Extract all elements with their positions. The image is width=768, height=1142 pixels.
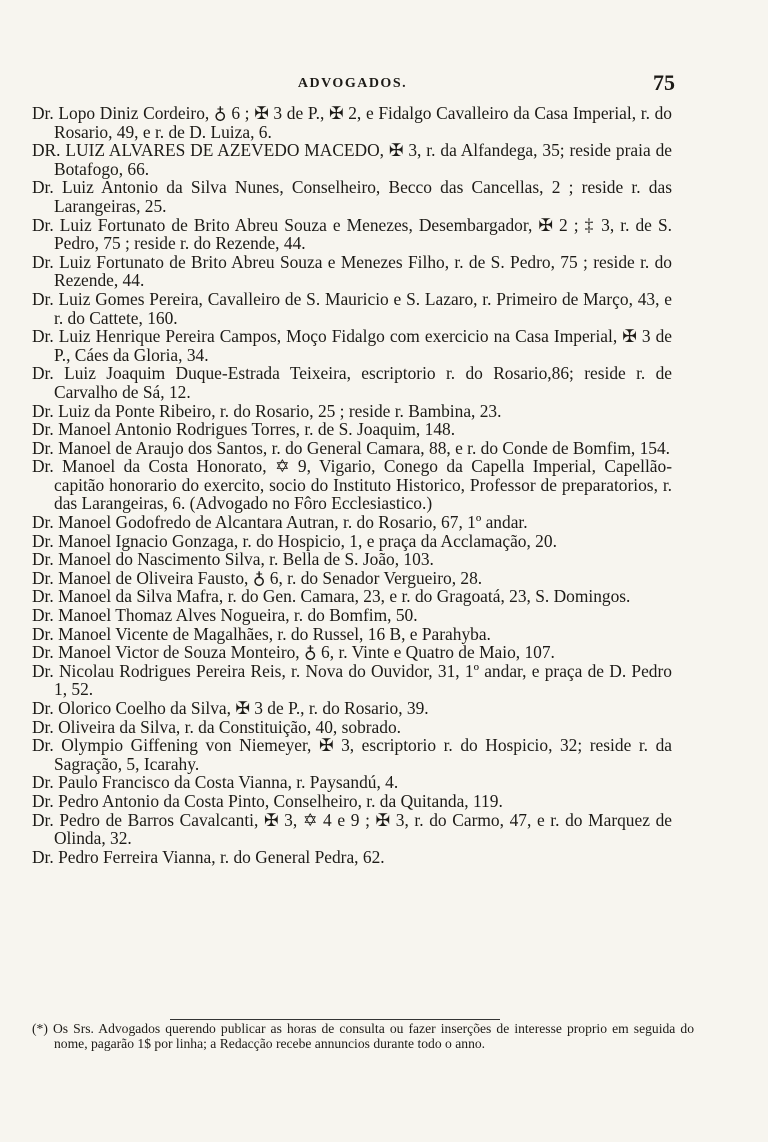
list-item: Dr. Pedro Antonio da Costa Pinto, Conselheiro, r. da Quitanda, 119. (32, 790, 503, 811)
footnote-divider (170, 1019, 500, 1020)
page-header (30, 70, 675, 98)
list-item: Dr. Luiz Joaquim Duque-Estrada Teixeira, escriptorio r. do Rosario,86; reside r. de Carvalho de Sá, 12. (32, 363, 672, 402)
list-item: Dr. Manoel Victor de Souza Monteiro, ♁ 6, r. Vinte e Quatro de Maio, 107. (32, 642, 555, 663)
list-item: Dr. Manoel Antonio Rodrigues Torres, r. de S. Joaquim, 148. (32, 419, 456, 440)
list-item: Dr. Manoel de Oliveira Fausto, ♁ 6, r. do Senador Vergueiro, 28. (32, 567, 483, 588)
list-item: Dr. Nicolau Rodrigues Pereira Reis, r. Nova do Ouvidor, 31, 1º andar, e praça de D. Pedro 1, 52. (32, 660, 672, 700)
list-item: Dr. Manoel Thomaz Alves Nogueira, r. do Bomfim, 50. (32, 605, 418, 626)
list-item: DR. LUIZ ALVARES DE AZEVEDO MACEDO, ✠ 3, r. da Alfandega, 35; reside praia de Botafogo, 66. (32, 140, 672, 179)
list-item: Dr. Manoel Godofredo de Alcantara Autran, r. do Rosario, 67, 1º andar. (32, 512, 528, 533)
list-item: Dr. Luiz Fortunato de Brito Abreu Souza e Menezes, Desembargador, ✠ 2 ; ‡ 3, r. de S. Pedro, 75 ; reside r. do Rezende, 44. (32, 214, 672, 254)
footnote: (*) Os Srs. Advogados querendo publicar as horas de consulta ou fazer inserções de interesse proprio em seguida do nome, pagarão 1$ por linha; a Redacção recebe annuncios durante todo o anno. (32, 1021, 694, 1051)
list-item: Dr. Luiz da Ponte Ribeiro, r. do Rosario, 25 ; reside r. Bambina, 23. (32, 400, 502, 421)
list-item: Dr. Pedro de Barros Cavalcanti, ✠ 3, ✡ 4 e 9 ; ✠ 3, r. do Carmo, 47, e r. do Marquez de Olinda, 32. (32, 809, 672, 849)
list-item: Dr. Olorico Coelho da Silva, ✠ 3 de P., r. do Rosario, 39. (32, 698, 429, 718)
list-item: Dr. Luiz Gomes Pereira, Cavalleiro de S. Mauricio e S. Lazaro, r. Primeiro de Março, 43, e r. do Cattete, 160. (32, 288, 672, 328)
list-item: Dr. Lopo Diniz Cordeiro, ♁ 6 ; ✠ 3 de P., ✠ 2, e Fidalgo Cavalleiro da Casa Imperial, r. do Rosario, 49, e r. de D. Luiza, 6. (32, 103, 672, 142)
section-title: ADVOGADOS. (297, 76, 408, 91)
list-item: Dr. Manoel do Nascimento Silva, r. Bella de S. João, 103. (32, 549, 434, 570)
list-item: Dr. Luiz Antonio da Silva Nunes, Conselheiro, Becco das Cancellas, 2 ; reside r. das Larangeiras, 25. (32, 177, 672, 216)
list-item: Dr. Manoel Ignacio Gonzaga, r. do Hospicio, 1, e praça da Acclamação, 20. (32, 530, 557, 551)
page-number: 75 (653, 70, 675, 95)
list-item: Dr. Manoel de Araujo dos Santos, r. do General Camara, 88, e r. do Conde de Bomfim, 154. (32, 437, 671, 458)
list-item: Dr. Manoel Vicente de Magalhães, r. do Russel, 16 B, e Parahyba. (32, 623, 491, 644)
list-item: Dr. Manoel da Costa Honorato, ✡ 9, Vigario, Conego da Capella Imperial, Capellão-capitão honorario do exercito, socio do Instituto Historico, Professor de preparatorios, r. das Larangeiras, 6. (Advogado no Fôro Ecclesiastico.) (32, 456, 672, 514)
list-item: Dr. Olympio Giffening von Niemeyer, ✠ 3, escriptorio r. do Hospicio, 32; reside r. da Sagração, 5, Icarahy. (32, 735, 672, 774)
entry-list (32, 104, 672, 866)
list-item: Dr. Luiz Fortunato de Brito Abreu Souza e Menezes Filho, r. de S. Pedro, 75 ; reside r. do Rezende, 44. (32, 251, 672, 291)
list-item: Dr. Manoel da Silva Mafra, r. do Gen. Camara, 23, e r. do Gragoatá, 23, S. Domingos. (32, 586, 631, 607)
list-item: Dr. Pedro Ferreira Vianna, r. do General Pedra, 62. (32, 846, 385, 867)
list-item: Dr. Paulo Francisco da Costa Vianna, r. Paysandú, 4. (32, 772, 399, 793)
list-item: Dr. Luiz Henrique Pereira Campos, Moço Fidalgo com exercicio na Casa Imperial, ✠ 3 de P., Cáes da Gloria, 34. (32, 326, 672, 365)
list-item: Dr. Oliveira da Silva, r. da Constituição, 40, sobrado. (32, 716, 402, 737)
